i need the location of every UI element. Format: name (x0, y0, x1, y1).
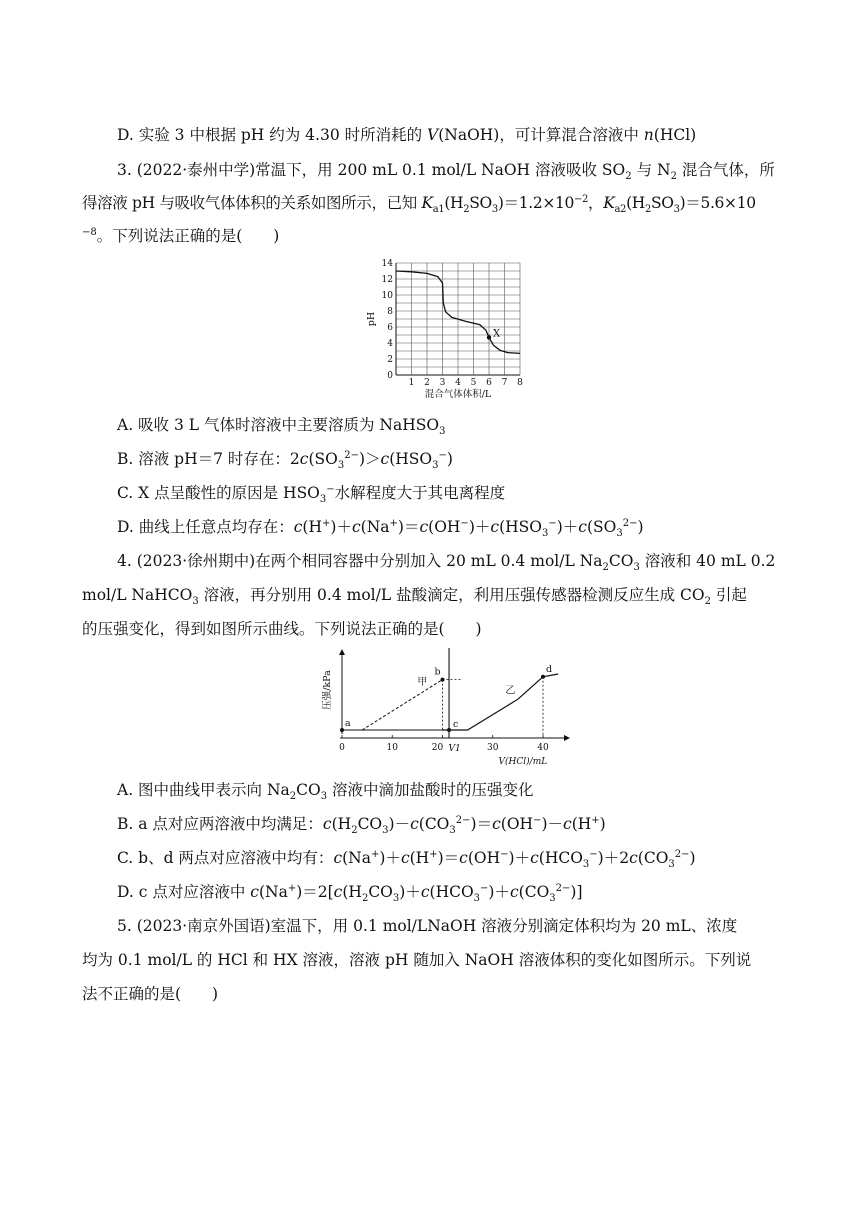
x-tick-label: 5 (470, 378, 477, 388)
point-x-marker (487, 335, 491, 339)
question-3-line2: 得溶液 pH 与吸收气体体积的关系如图所示，已知 $K_{a1}(H_2SO_3)=1.2\times 10^{-2}$，$K_{a2}(H_2SO_3)=5.6\times 10$ (82, 193, 756, 216)
option-c-q3: C. X 点呈酸性的原因是 $HSO_3^-$水解程度大于其电离程度 (117, 483, 506, 506)
series-label-jia: 甲 (417, 677, 428, 689)
question-3-line3: $^{-8}$。下列说法正确的是( ) (82, 226, 280, 245)
curve-jia (342, 680, 443, 730)
y-tick-label: 4 (387, 339, 393, 349)
y-tick-label: 2 (387, 355, 393, 365)
question-5-line2: 均为 0.1 mol/L 的 HCl 和 HX 溶液，溶液 pH 随加入 NaOH 溶液体积的变化如图所示。下列说 (82, 951, 752, 969)
y-axis-label: pH (366, 311, 377, 327)
question-4-line2: mol/L NaHCO$_3$ 溶液，再分别用 0.4 mol/L 盐酸滴定，利用压强传感器检测反应生成 $CO_2$ 引起 (82, 586, 747, 608)
x-tick-label: 3 (439, 378, 446, 388)
pressure-chart (318, 646, 574, 772)
option-b-q3: B. 溶液 pH＝7 时存在：$2c(SO_3^{2-})>c(HSO_3^-)$ (117, 449, 453, 472)
x-tick-label: 7 (501, 378, 508, 388)
option-d-q2: D. 实验 3 中根据 pH 约为 4.30 时所消耗的 V(NaOH)，可计算混合溶液中 n(HCl) (117, 126, 697, 144)
point-c-marker (447, 728, 451, 732)
x-axis-label: V(HCl)/mL (498, 757, 548, 767)
point-c-label: c (453, 719, 459, 730)
y-tick-label: 0 (387, 371, 393, 381)
x-tick-label: 30 (487, 743, 499, 753)
x-tick-label: 10 (386, 743, 398, 753)
point-a-label: a (345, 718, 351, 729)
x-tick-label: 2 (424, 378, 430, 388)
x-tick-label: 8 (517, 378, 523, 388)
option-a-q4: A. 图中曲线甲表示向 $Na_2CO_3$ 溶液中滴加盐酸时的压强变化 (117, 781, 534, 803)
x-tick-label: 20 (431, 743, 444, 753)
point-b-label: b (434, 666, 441, 678)
x-tick-label: 40 (537, 743, 549, 753)
x-tick-label: 6 (486, 378, 492, 388)
question-4-line1: 4. (2023·徐州期中)在两个相同容器中分别加入 20 mL 0.4 mol/L $Na_2CO_3$ 溶液和 40 mL 0.2 (117, 552, 776, 574)
y-tick-label: 6 (387, 323, 393, 333)
series-label-yi: 乙 (505, 685, 516, 697)
point-x-label: X (493, 328, 501, 340)
ph-chart-svg (360, 253, 540, 405)
question-5-line3: 法不正确的是( ) (82, 985, 219, 1003)
option-c-q4: C. b、d 两点对应溶液中均有：$c(Na^+)+c(H^+)=c(OH^-)+c(HCO_3^-)+2c(CO_3^{2-})$ (117, 848, 696, 871)
y-tick-label: 10 (381, 291, 393, 301)
question-4-line3: 的压强变化，得到如图所示曲线。下列说法正确的是( ) (82, 620, 482, 638)
option-b-q4: B. a 点对应两溶液中均满足：$c(H_2CO_3)-c(CO_3^{2-})=c(OH^-)-c(H^+)$ (117, 814, 606, 837)
v1-label: V1 (448, 744, 461, 754)
x-tick-label: 0 (339, 743, 345, 753)
question-5-line1: 5. (2023·南京外国语)室温下，用 0.1 mol/LNaOH 溶液分别滴定体积均为 20 mL、浓度 (117, 917, 738, 935)
option-a-q3: A. 吸收 3 L 气体时溶液中主要溶质为 NaHSO$_3$ (117, 416, 446, 438)
point-d-marker (541, 675, 545, 679)
y-tick-label: 14 (381, 259, 393, 269)
x-axis-label: 混合气体体积/L (424, 389, 492, 400)
question-3-line1: 3. (2022·泰州中学)常温下，用 200 mL 0.1 mol/L NaOH 溶液吸收 $SO_2$ 与 $N_2$ 混合气体，所 (117, 161, 775, 183)
y-axis-label: 压强/kPa (322, 670, 333, 710)
x-tick-label: 1 (408, 378, 415, 388)
ph-chart (360, 253, 540, 409)
y-tick-label: 12 (381, 275, 393, 285)
curve-yi (443, 674, 559, 730)
x-tick-label: 4 (455, 378, 461, 388)
point-b-marker (441, 678, 445, 682)
point-d-label: d (546, 663, 553, 675)
pressure-chart-svg (318, 646, 574, 768)
y-tick-label: 8 (387, 307, 393, 317)
point-a-marker (340, 728, 344, 732)
option-d-q4: D. c 点对应溶液中 $c(Na^+)=2[c(H_2CO_3)+c(HCO_3^-)+c(CO_3^{2-})]$ (117, 882, 583, 905)
option-d-q3: D. 曲线上任意点均存在：$c(H^+)+c(Na^+)=c(OH^-)+c(HSO_3^-)+c(SO_3^{2-})$ (117, 517, 644, 540)
